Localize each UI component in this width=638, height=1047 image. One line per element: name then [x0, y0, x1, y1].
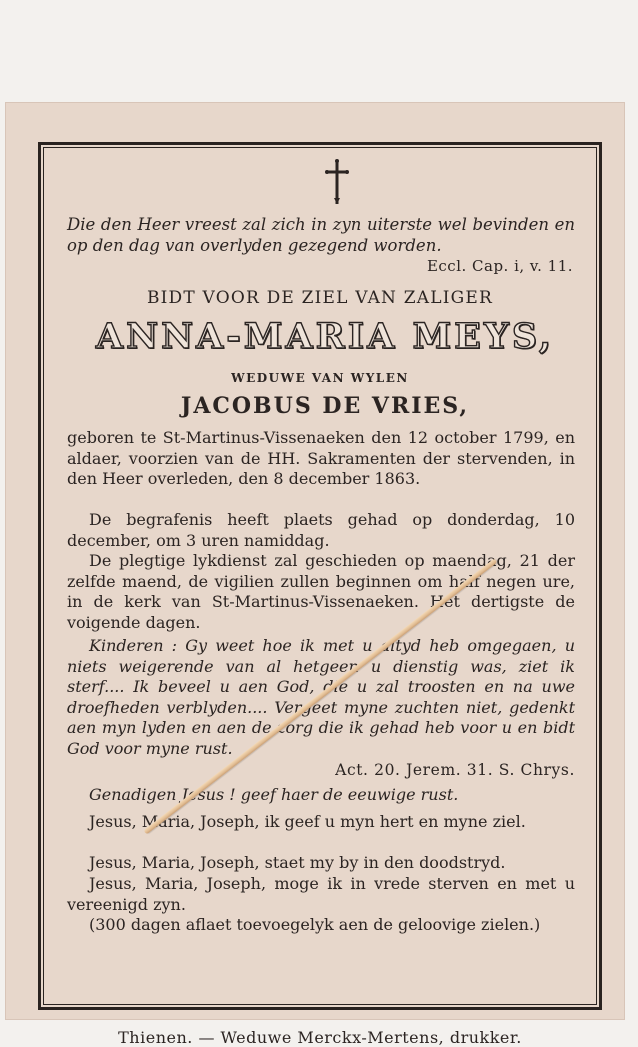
epigraph-text: Die den Heer vreest zal zich in zyn uiterste wel bevinden en op den dag van overlyden gezegend worden. [67, 215, 575, 255]
prayer-one: Jesus, Maria, Joseph, ik geef u myn hert en myne ziel. [89, 812, 526, 831]
epigraph [67, 214, 575, 275]
children-reference: Act. 20. Jerem. 31. S. Chrys. [335, 761, 575, 779]
cross-icon [323, 158, 351, 208]
memorial-card [5, 102, 625, 1047]
service-text: De plegtige lykdienst zal geschieden op maendag, 21 der zelfde maend, de vigilien zullen beginnen om half negen ure, in de kerk van St-Martinus-Vissenaeken. Het dertigste de voigende dagen. [67, 551, 575, 632]
epigraph-reference: Eccl. Cap. i, v. 11. [426, 257, 573, 275]
indulgence-text: (300 dagen aflaet toevoegelyk aen de geloovige zielen.) [89, 915, 541, 934]
deceased-name: ANNA-MARIA MEYS, [95, 316, 555, 357]
prayer-three: Jesus, Maria, Joseph, moge ik in vrede sterven en met u vereenigd zyn. [67, 874, 575, 914]
mercy-line: Genadigen Jesus ! geef haer de eeuwige rust. [89, 785, 459, 804]
husband-name: JACOBUS DE VRIES, [180, 393, 470, 419]
widow-of-label: WEDUWE VAN WYLEN [231, 371, 409, 385]
children-address: Kinderen : Gy weet hoe ik met u altyd heb omgegaen, u niets weigerende van al hetgeen u dienstig was, ziet ik sterf.... Ik beveel u aen God, die u zal troosten en na uwe droefheden verblyden.... Vergeet myne zuchten niet, gedenkt aen myn lyden en aen de zorg die ik gehad heb voor u en bidt God voor myne rust. [67, 636, 575, 758]
biography-text: geboren te St-Martinus-Vissenaeken den 12 october 1799, en aldaer, voorzien van de HH. Sakramenten der stervenden, in den Heer overleden, den 8 december 1863. [67, 428, 575, 488]
children-reference-line [67, 760, 575, 780]
printer-line: Thienen. — Weduwe Merckx-Mertens, drukker. [118, 1028, 522, 1047]
prayer-heading: BIDT VOOR DE ZIEL VAN ZALIGER [146, 288, 494, 308]
prayer-two: Jesus, Maria, Joseph, staet my by in den doodstryd. [89, 853, 506, 872]
funeral-text: De begrafenis heeft plaets gehad op donderdag, 10 december, om 3 uren namiddag. [67, 510, 575, 550]
